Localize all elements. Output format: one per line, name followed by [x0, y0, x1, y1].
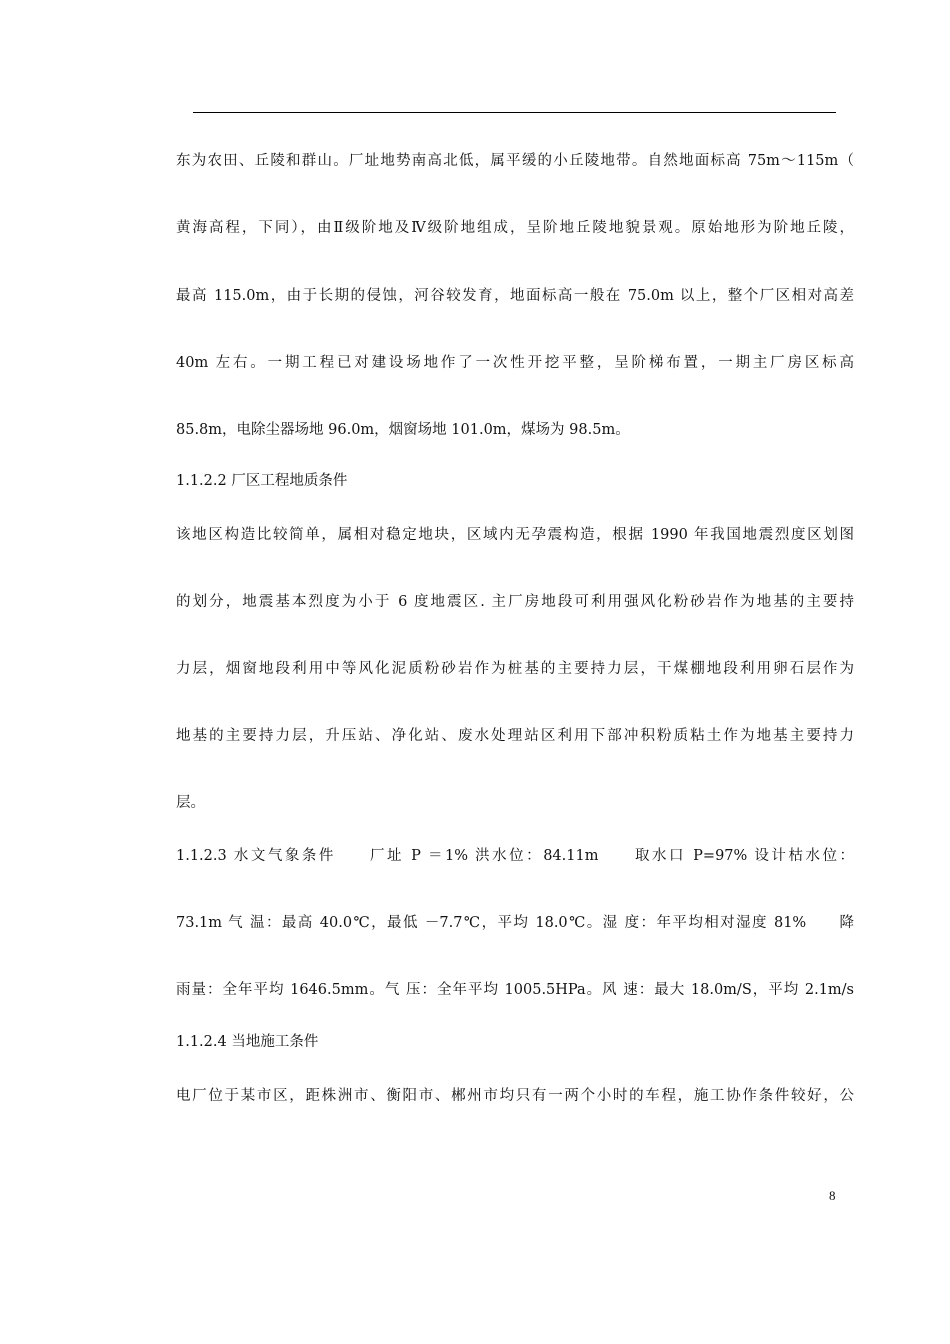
header-rule: [193, 112, 836, 113]
body-line: 东为农田、丘陵和群山。厂址地势南高北低，属平缓的小丘陵地带。自然地面标高 75m～115m（: [176, 153, 854, 169]
body-line: 最高 115.0m，由于长期的侵蚀，河谷较发育，地面标高一般在 75.0m 以上，整个厂区相对高差: [176, 288, 854, 304]
body-line: 层。: [176, 795, 205, 811]
body-line: 的划分，地震基本烈度为小于 6 度地震区. 主厂房地段可利用强风化粉砂岩作为地基的主要持: [176, 594, 854, 610]
body-line: 该地区构造比较简单，属相对稳定地块，区域内无孕震构造，根据 1990 年我国地震烈度区划图: [176, 527, 854, 543]
body-line: 雨量：全年平均 1646.5mm。气 压：全年平均 1005.5HPa。风 速：最大 18.0m/S，平均 2.1m/s: [176, 982, 854, 998]
body-line: 黄海高程，下同），由Ⅱ级阶地及Ⅳ级阶地组成，呈阶地丘陵地貌景观。原始地形为阶地丘陵，: [176, 220, 854, 236]
section-heading: 1.1.2.3 水文气象条件 厂址 P ＝1% 洪水位：84.11m 取水口 P=97% 设计枯水位：: [176, 848, 854, 864]
body-line: 73.1m 气 温：最高 40.0℃，最低 －7.7℃，平均 18.0℃。湿 度：年平均相对湿度 81% 降: [176, 915, 854, 931]
page-number: 8: [829, 1188, 836, 1203]
body-line: 85.8m，电除尘器场地 96.0m，烟窗场地 101.0m，煤场为 98.5m。: [176, 422, 630, 438]
section-heading: 1.1.2.4 当地施工条件: [176, 1034, 319, 1050]
body-line: 电厂位于某市区，距株洲市、衡阳市、郴州市均只有一两个小时的车程，施工协作条件较好，公: [176, 1088, 854, 1104]
body-line: 力层，烟窗地段利用中等风化泥质粉砂岩作为桩基的主要持力层，干煤棚地段利用卵石层作为: [176, 661, 854, 677]
section-heading: 1.1.2.2 厂区工程地质条件: [176, 473, 348, 489]
body-line: 地基的主要持力层，升压站、净化站、废水处理站区利用下部冲积粉质粘土作为地基主要持力: [176, 728, 854, 744]
body-line: 40m 左右。一期工程已对建设场地作了一次性开挖平整，呈阶梯布置，一期主厂房区标高: [176, 355, 854, 371]
